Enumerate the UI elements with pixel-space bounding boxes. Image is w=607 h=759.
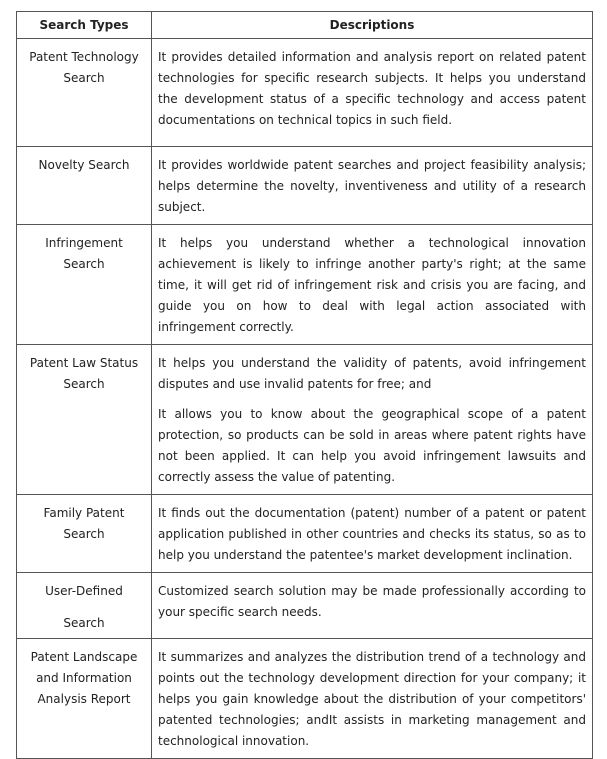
description-cell bbox=[152, 147, 593, 225]
description-cell bbox=[152, 39, 593, 147]
search-type-label: Patent Law Status bbox=[29, 356, 139, 370]
table-row bbox=[17, 639, 593, 759]
description-text: It helps you understand the validity of patents, avoid infringement disputes and use invalid patents for free; and bbox=[158, 356, 586, 391]
table-row bbox=[17, 345, 593, 495]
table-row bbox=[17, 147, 593, 225]
description-cell bbox=[152, 495, 593, 573]
search-type-label: Infringement Search bbox=[45, 236, 123, 271]
description-text: It allows you to know about the geographical scope of a patent protection, so products can be sold in areas where patent rights have not been applied. It can help you avoid infringement lawsuits and correctly assess the value of patenting. bbox=[158, 407, 586, 484]
search-types-table bbox=[16, 11, 593, 759]
description-text: It helps you understand whether a technological innovation achievement is likely to infringe another party's right; at the same time, it will get rid of infringement risk and crisis you are facing, and guide you on how to deal with legal action associated with infringement correctly. bbox=[158, 236, 586, 334]
search-type-label: Search bbox=[63, 71, 105, 85]
description-text: It provides detailed information and analysis report on related patent technologies for specific research subjects. It helps you understand the development status of a specific technology and access patent documentations on technical topics in such field. bbox=[158, 50, 586, 127]
search-type-label: User-Defined bbox=[45, 584, 123, 598]
search-type-label: Patent Landscape bbox=[30, 650, 138, 664]
search-type-label: Patent Technology bbox=[29, 50, 139, 64]
description-cell bbox=[152, 225, 593, 345]
search-type-label: Analysis Report bbox=[37, 692, 131, 706]
description-text: It finds out the documentation (patent) number of a patent or patent application published in other countries and checks its status, so as to help you understand the patentee's market development inclination. bbox=[158, 506, 586, 562]
description-cell bbox=[152, 573, 593, 639]
search-type-cell bbox=[17, 225, 152, 345]
table-row bbox=[17, 225, 593, 345]
search-type-label: Search bbox=[63, 377, 105, 391]
search-type-cell bbox=[17, 495, 152, 573]
search-type-cell bbox=[17, 573, 152, 639]
search-type-label: Family Patent Search bbox=[43, 506, 125, 541]
search-type-cell bbox=[17, 345, 152, 495]
table-row bbox=[17, 573, 593, 639]
table-row bbox=[17, 39, 593, 147]
header-descriptions: Descriptions bbox=[152, 12, 593, 39]
table-row bbox=[17, 495, 593, 573]
search-type-cell bbox=[17, 39, 152, 147]
search-type-label: and Information bbox=[36, 671, 132, 685]
description-text: Customized search solution may be made professionally according to your specific search needs. bbox=[158, 584, 586, 619]
description-text: It provides worldwide patent searches and project feasibility analysis; helps determine the novelty, inventiveness and utility of a research subject. bbox=[158, 158, 586, 214]
header-search-types: Search Types bbox=[17, 12, 152, 39]
description-text: It summarizes and analyzes the distribution trend of a technology and points out the technology development direction for your company; it helps you gain knowledge about the distribution of your competitors' patented technologies; andIt assists in marketing management and technological innovation. bbox=[158, 650, 586, 748]
description-cell bbox=[152, 639, 593, 759]
search-type-label: Novelty Search bbox=[38, 158, 130, 172]
table-header-row bbox=[17, 12, 593, 39]
search-type-label: Search bbox=[63, 616, 105, 630]
description-cell bbox=[152, 345, 593, 495]
search-type-cell bbox=[17, 639, 152, 759]
search-type-cell bbox=[17, 147, 152, 225]
